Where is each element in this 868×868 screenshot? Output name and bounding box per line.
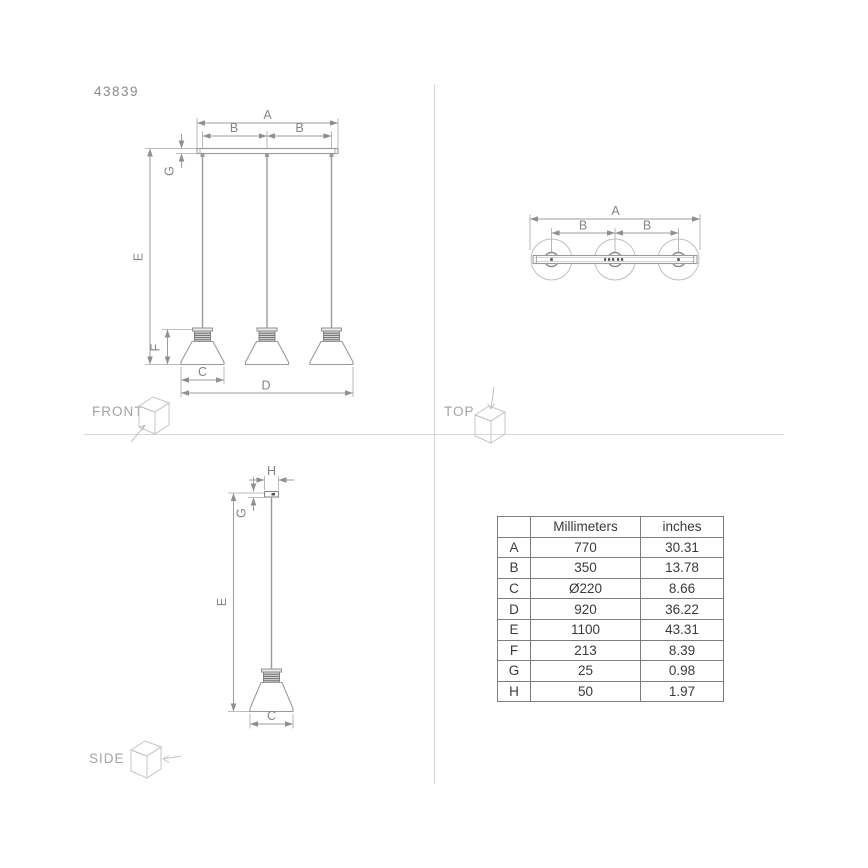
dim-inch: 1.97 [641, 681, 724, 702]
side-ceiling-mount [265, 492, 279, 498]
dim-key: G [498, 661, 531, 682]
dim-key: C [498, 578, 531, 599]
table-row [498, 619, 724, 640]
pendant-3 [310, 154, 353, 365]
side-view-label: SIDE [89, 751, 125, 766]
front-dim-E [145, 149, 197, 365]
front-ceiling-track [197, 149, 338, 154]
pendant-2 [246, 154, 289, 365]
dim-key: D [498, 599, 531, 620]
top-view-label: TOP [444, 404, 475, 419]
front-dim-label-D: D [261, 378, 271, 393]
dim-inch: 8.66 [641, 578, 724, 599]
top-dim-label-B-right: B [642, 218, 652, 233]
table-row [498, 558, 724, 579]
dim-key: E [498, 619, 531, 640]
side-dim-H [249, 476, 294, 490]
side-dim-E [228, 493, 264, 712]
table-row [498, 661, 724, 682]
dim-mm: 920 [531, 599, 641, 620]
side-dim-G [248, 477, 265, 511]
front-dim-label-A: A [263, 108, 272, 122]
top-dim-label-B-left: B [578, 218, 588, 233]
table-row [498, 578, 724, 599]
table-row [498, 640, 724, 661]
dim-mm: 770 [531, 537, 641, 558]
dim-mm: 213 [531, 640, 641, 661]
dim-key: A [498, 537, 531, 558]
front-dim-label-E: E [131, 252, 146, 262]
front-dim-G [176, 134, 197, 168]
dimension-table [497, 516, 724, 702]
product-code: 43839 [94, 84, 140, 99]
dim-key: F [498, 640, 531, 661]
side-dim-label-G: G [234, 508, 249, 518]
dim-key: H [498, 681, 531, 702]
front-dim-B [203, 131, 332, 148]
front-dim-A [197, 118, 338, 148]
side-orientation-cube-icon [123, 736, 187, 788]
dim-mm: Ø220 [531, 578, 641, 599]
dim-inch: 0.98 [641, 661, 724, 682]
front-orientation-cube-icon [129, 388, 181, 446]
side-pendant [250, 497, 293, 712]
front-dim-label-F: F [148, 343, 163, 352]
top-view [530, 204, 700, 280]
side-dim-label-C: C [266, 709, 277, 723]
dim-inch: 13.78 [641, 558, 724, 579]
table-header-row [498, 517, 724, 538]
table-row [498, 599, 724, 620]
side-view [215, 464, 294, 729]
dim-inch: 8.39 [641, 640, 724, 661]
dim-mm: 25 [531, 661, 641, 682]
dim-mm: 1100 [531, 619, 641, 640]
top-track-bar [533, 256, 697, 264]
dim-key: B [498, 558, 531, 579]
top-dim-label-A: A [611, 204, 620, 218]
dim-inch: 43.31 [641, 619, 724, 640]
front-dim-label-B-right: B [295, 121, 304, 135]
side-dim-label-H: H [266, 464, 277, 478]
table-header-inches: inches [641, 517, 724, 538]
dim-mm: 50 [531, 681, 641, 702]
table-row [498, 537, 724, 558]
dim-mm: 350 [531, 558, 641, 579]
front-view [132, 108, 354, 397]
side-dim-label-E: E [215, 597, 229, 607]
table-header-millimeters: Millimeters [531, 517, 641, 538]
table-row [498, 681, 724, 702]
front-view-label: FRONT [92, 404, 144, 419]
front-dim-label-B-left: B [229, 121, 239, 135]
dim-inch: 30.31 [641, 537, 724, 558]
front-dim-label-G: G [162, 166, 177, 176]
front-dim-label-C: C [197, 365, 208, 379]
front-pendants [181, 154, 353, 365]
pendant-1 [181, 154, 224, 365]
dim-inch: 36.22 [641, 599, 724, 620]
top-orientation-cube-icon [465, 385, 517, 447]
table-corner-cell [498, 517, 531, 538]
